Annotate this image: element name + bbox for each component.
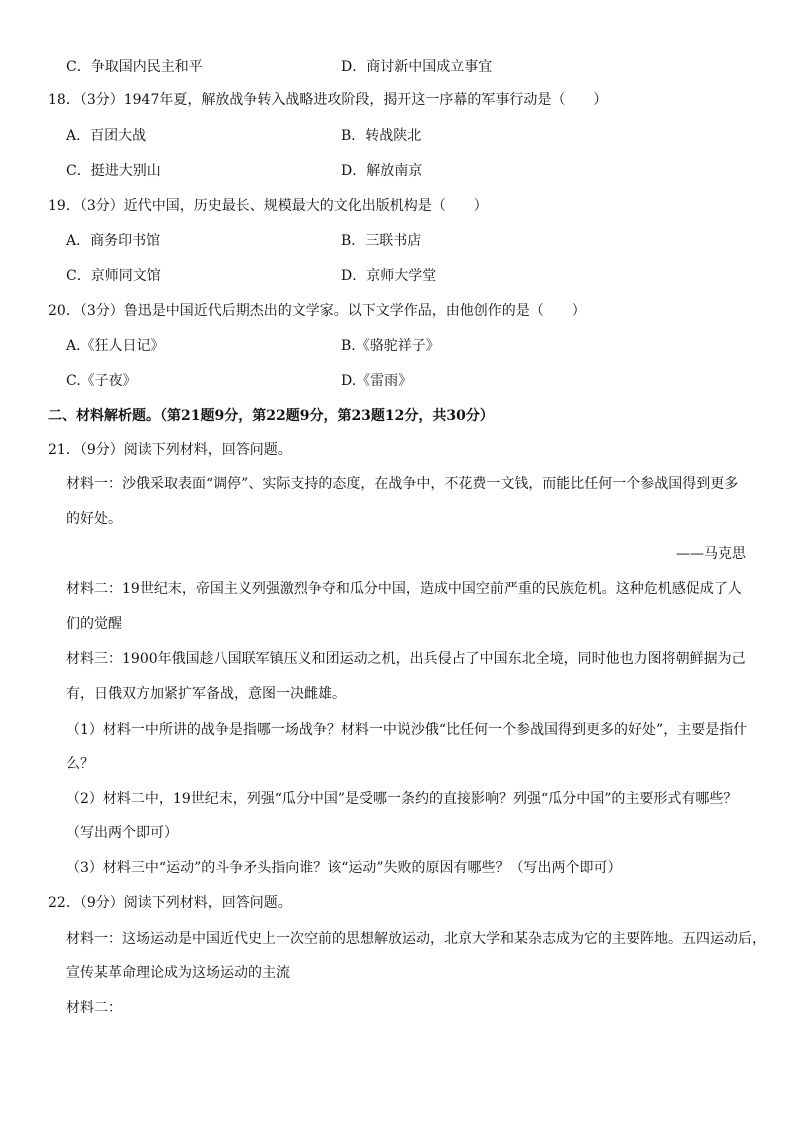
q18-option-c: C．挺进大别山 (66, 163, 161, 179)
q21-subquestion1-line1: （1）材料一中所讲的战争是指哪一场战争？材料一中说沙俄“比任何一个参战国得到更多的好处”，主要是指什 (66, 722, 748, 738)
q21-material3-line2: 有，日俄双方加紧扩军备战，意图一决雌雄。 (66, 686, 346, 702)
q18-stem: 18．（3分）1947年夏，解放战争转入战略进攻阶段，揭开这一序幕的军事行动是（ ） (48, 92, 608, 108)
q21-stem: 21．（9分）阅读下列材料，回答问题。 (48, 442, 292, 458)
q21-subquestion1-line2: 么？ (66, 756, 94, 772)
section-title: 二、材料解析题。（第21题9分，第22题9分，第23题12分，共30分） (48, 408, 494, 424)
q21-material2-line2: 们的觉醒 (66, 616, 122, 632)
q21-material3-line1: 材料三：1900年俄国趁八国联军镇压义和团运动之机，出兵侵占了中国东北全境，同时他也力图将朝鲜据为己 (66, 651, 746, 667)
q19-option-a: A．商务印书馆 (66, 233, 161, 249)
q21-subquestion2-line1: （2）材料二中，19世纪末，列强“瓜分中国”是受哪一条约的直接影响？列强“瓜分中国”的主要形式有哪些？ (66, 791, 738, 807)
q21-material2-line1: 材料二：19世纪末，帝国主义列强激烈争夺和瓜分中国，造成中国空前严重的民族危机。这种危机感促成了人 (66, 581, 742, 597)
q22-material2-label: 材料二： (66, 1000, 122, 1016)
q17-option-d: D．商讨新中国成立事宜 (341, 59, 493, 75)
q19-option-d: D．京师大学堂 (341, 268, 437, 284)
q19-stem: 19．（3分）近代中国，历史最长、规模最大的文化出版机构是（ ） (48, 198, 488, 214)
q21-subquestion3: （3）材料三中“运动”的斗争矛头指向谁？该“运动”失败的原因有哪些？（写出两个即可） (66, 860, 622, 876)
q19-option-b: B．三联书店 (341, 233, 422, 249)
q20-option-d: D.《雷雨》 (341, 373, 413, 389)
q17-option-c: C．争取国内民主和平 (66, 59, 203, 75)
q21-material1-line1: 材料一：沙俄采取表面“调停”、实际支持的态度，在战争中，不花费一文钱，而能比任何一个参战国得到更多 (66, 476, 739, 492)
q20-option-c: C.《子夜》 (66, 373, 137, 389)
q20-option-b: B.《骆驼祥子》 (341, 338, 440, 354)
q22-material1-line2: 宣传某革命理论成为这场运动的主流 (66, 965, 290, 981)
q18-option-a: A．百团大战 (66, 128, 147, 144)
q18-option-b: B．转战陕北 (341, 128, 422, 144)
q22-material1-line1: 材料一：这场运动是中国近代史上一次空前的思想解放运动，北京大学和某杂志成为它的主要阵地。五四运动后， (66, 931, 766, 947)
q18-option-d: D．解放南京 (341, 163, 423, 179)
q21-material1-line2: 的好处。 (66, 511, 122, 527)
q20-stem: 20．（3分）鲁迅是中国近代后期杰出的文学家。以下文学作品，由他创作的是（ ） (48, 303, 586, 319)
q21-material1-source: ——马克思 (676, 546, 746, 562)
q21-subquestion2-line2: （写出两个即可） (66, 825, 178, 841)
q20-option-a: A.《狂人日记》 (66, 338, 165, 354)
q22-stem: 22．（9分）阅读下列材料，回答问题。 (48, 895, 292, 911)
q19-option-c: C．京师同文馆 (66, 268, 161, 284)
